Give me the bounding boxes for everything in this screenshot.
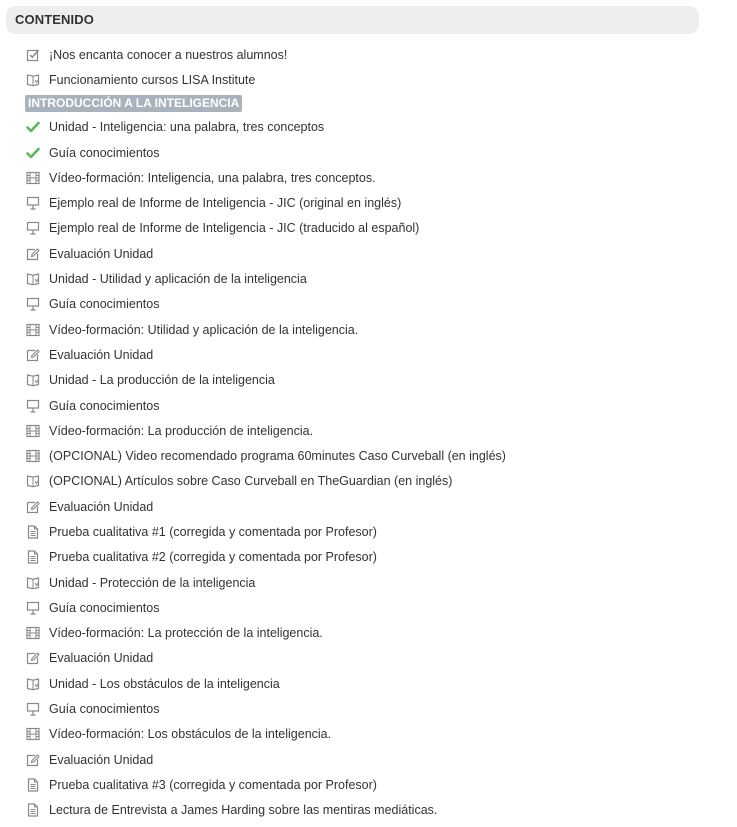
lesson-item[interactable] <box>0 646 737 671</box>
document-icon <box>25 777 40 792</box>
content-header <box>6 6 699 34</box>
lesson-link[interactable]: Guía conocimientos <box>49 297 160 312</box>
presentation-icon <box>25 702 40 717</box>
checkbox-icon <box>25 47 40 62</box>
lesson-item[interactable] <box>0 570 737 595</box>
lesson-item[interactable] <box>0 747 737 772</box>
lesson-item[interactable] <box>0 42 737 67</box>
lesson-item[interactable] <box>0 342 737 367</box>
presentation-icon <box>25 221 40 236</box>
lesson-item[interactable] <box>0 443 737 468</box>
lesson-link[interactable]: Ejemplo real de Informe de Inteligencia - JIC (traducido al español) <box>49 221 420 236</box>
lesson-link[interactable]: Prueba cualitativa #1 (corregida y comentada por Profesor) <box>49 524 377 539</box>
lesson-link[interactable]: Unidad - Utilidad y aplicación de la inteligencia <box>49 272 307 287</box>
lesson-item[interactable] <box>0 216 737 241</box>
lesson-link[interactable]: Guía conocimientos <box>49 145 160 160</box>
lesson-link[interactable]: Unidad - Los obstáculos de la inteligencia <box>49 676 280 691</box>
edit-icon <box>25 651 40 666</box>
film-icon <box>25 626 40 641</box>
book-icon <box>25 373 40 388</box>
lesson-item[interactable] <box>0 393 737 418</box>
check-icon <box>25 120 40 135</box>
content-list <box>0 42 737 823</box>
header-title: CONTENIDO <box>15 12 94 27</box>
lesson-link[interactable]: Prueba cualitativa #2 (corregida y comentada por Profesor) <box>49 550 377 565</box>
lesson-link[interactable]: Evaluación Unidad <box>49 752 154 767</box>
presentation-icon <box>25 600 40 615</box>
book-icon <box>25 575 40 590</box>
lesson-item[interactable] <box>0 115 737 140</box>
lesson-item[interactable] <box>0 266 737 291</box>
document-icon <box>25 550 40 565</box>
lesson-link[interactable]: Ejemplo real de Informe de Inteligencia - JIC (original en inglés) <box>49 196 402 211</box>
lesson-item[interactable] <box>0 621 737 646</box>
lesson-item[interactable] <box>0 772 737 797</box>
lesson-link[interactable]: Unidad - Protección de la inteligencia <box>49 575 256 590</box>
lesson-item[interactable] <box>0 67 737 92</box>
lesson-link[interactable]: Unidad - Inteligencia: una palabra, tres conceptos <box>49 120 325 135</box>
lesson-link[interactable]: Guía conocimientos <box>49 398 160 413</box>
lesson-link[interactable]: Vídeo-formación: Utilidad y aplicación de la inteligencia. <box>49 322 359 337</box>
film-icon <box>25 727 40 742</box>
lesson-link[interactable]: Evaluación Unidad <box>49 651 154 666</box>
film-icon <box>25 322 40 337</box>
lesson-item[interactable] <box>0 165 737 190</box>
lesson-item[interactable] <box>0 671 737 696</box>
film-icon <box>25 170 40 185</box>
lesson-item[interactable] <box>0 722 737 747</box>
document-icon <box>25 803 40 818</box>
lesson-link[interactable]: Vídeo-formación: La producción de inteligencia. <box>49 423 314 438</box>
lesson-link[interactable]: Vídeo-formación: Inteligencia, una palabra, tres conceptos. <box>49 170 376 185</box>
lesson-link[interactable]: Evaluación Unidad <box>49 246 154 261</box>
edit-icon <box>25 246 40 261</box>
presentation-icon <box>25 398 40 413</box>
lesson-link[interactable]: Evaluación Unidad <box>49 347 154 362</box>
lesson-item[interactable] <box>0 494 737 519</box>
lesson-item[interactable] <box>0 317 737 342</box>
presentation-icon <box>25 196 40 211</box>
book-icon <box>25 272 40 287</box>
section-header <box>0 93 737 115</box>
lesson-link[interactable]: Evaluación Unidad <box>49 499 154 514</box>
lesson-item[interactable] <box>0 241 737 266</box>
check-icon <box>25 145 40 160</box>
lesson-link[interactable]: (OPCIONAL) Artículos sobre Caso Curveball en TheGuardian (en inglés) <box>49 474 453 489</box>
lesson-link[interactable]: Guía conocimientos <box>49 702 160 717</box>
lesson-item[interactable] <box>0 595 737 620</box>
edit-icon <box>25 347 40 362</box>
film-icon <box>25 423 40 438</box>
book-icon <box>25 474 40 489</box>
book-icon <box>25 72 40 87</box>
lesson-item[interactable] <box>0 140 737 165</box>
lesson-link[interactable]: Guía conocimientos <box>49 600 160 615</box>
lesson-item[interactable] <box>0 418 737 443</box>
lesson-item[interactable] <box>0 469 737 494</box>
lesson-link[interactable]: ¡Nos encanta conocer a nuestros alumnos! <box>49 47 288 62</box>
lesson-item[interactable] <box>0 798 737 823</box>
lesson-item[interactable] <box>0 190 737 215</box>
lesson-link[interactable]: Funcionamiento cursos LISA Institute <box>49 72 256 87</box>
film-icon <box>25 449 40 464</box>
lesson-link[interactable]: Vídeo-formación: Los obstáculos de la inteligencia. <box>49 727 332 742</box>
lesson-link[interactable]: Vídeo-formación: La protección de la inteligencia. <box>49 626 323 641</box>
presentation-icon <box>25 297 40 312</box>
edit-icon <box>25 499 40 514</box>
lesson-link[interactable]: (OPCIONAL) Video recomendado programa 60minutes Caso Curveball (en inglés) <box>49 449 506 464</box>
lesson-link[interactable]: Lectura de Entrevista a James Harding sobre las mentiras mediáticas. <box>49 803 438 818</box>
lesson-item[interactable] <box>0 696 737 721</box>
document-icon <box>25 524 40 539</box>
lesson-link[interactable]: Unidad - La producción de la inteligencia <box>49 373 275 388</box>
lesson-item[interactable] <box>0 519 737 544</box>
edit-icon <box>25 752 40 767</box>
book-icon <box>25 676 40 691</box>
lesson-link[interactable]: Prueba cualitativa #3 (corregida y comentada por Profesor) <box>49 777 377 792</box>
lesson-item[interactable] <box>0 545 737 570</box>
section-title: INTRODUCCIÓN A LA INTELIGENCIA <box>25 95 242 112</box>
lesson-item[interactable] <box>0 292 737 317</box>
lesson-item[interactable] <box>0 368 737 393</box>
